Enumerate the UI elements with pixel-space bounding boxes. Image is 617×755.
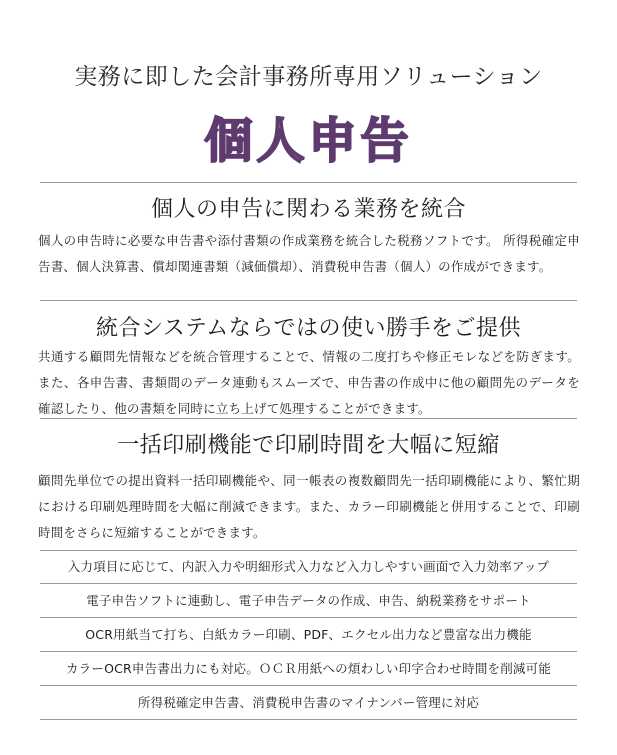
section-title-usability: 統合システムならではの使い勝手をご提供 [95, 316, 522, 341]
section-body-batch-print: 顧問先単位での提出資料一括印刷機能や、同一帳表の複数顧問先一括印刷機能により、繁忙期における印刷処理時間を大幅に削減できます。また、カラー印刷機能と併用することで、印刷時間をさらに短縮することができます。 [38, 473, 580, 540]
section-title-integration: 個人の申告に関わる業務を統合 [150, 197, 466, 222]
section-body-integration: 個人の申告時に必要な申告書や添付書類の作成業務を統合した税務ソフトです。 所得税確定申告書、個人決算書、償却関連書類（減価償却）、消費税申告書（個人）の作成ができます。 [38, 233, 580, 274]
section-divider [40, 300, 577, 301]
section-divider [40, 418, 577, 419]
feature-item: 入力項目に応じて、内訳入力や明細形式入力など入力しやすい画面で入力効率アップ [40, 550, 577, 584]
feature-item: 電子申告ソフトに連動し、電子申告データの作成、申告、納税業務をサポート [40, 584, 577, 618]
product-title: 個人申告 [204, 113, 413, 169]
section-title-batch-print: 一括印刷機能で印刷時間を大幅に短縮 [117, 433, 500, 458]
feature-item: 所得税確定申告書、消費税申告書のマイナンバー管理に対応 [40, 686, 577, 720]
section-divider [40, 182, 577, 183]
tagline: 実務に即した会計事務所専用ソリューション [74, 64, 543, 90]
section-body-usability: 共通する顧問先情報などを統合管理することで、情報の二度打ちや修正モレなどを防ぎます。また、各申告書、書類間のデータ連動もスムーズで、申告書の作成中に他の顧問先のデータを確認したり、他の書類を同時に立ち上げて処理することができます。 [38, 349, 580, 416]
feature-item: OCR用紙当て打ち、白紙カラー印刷、PDF、エクセル出力など豊富な出力機能 [40, 618, 577, 652]
feature-list [40, 550, 577, 720]
feature-item: カラーOCR申告書出力にも対応。ＯＣＲ用紙への煩わしい印字合わせ時間を削減可能 [40, 652, 577, 686]
